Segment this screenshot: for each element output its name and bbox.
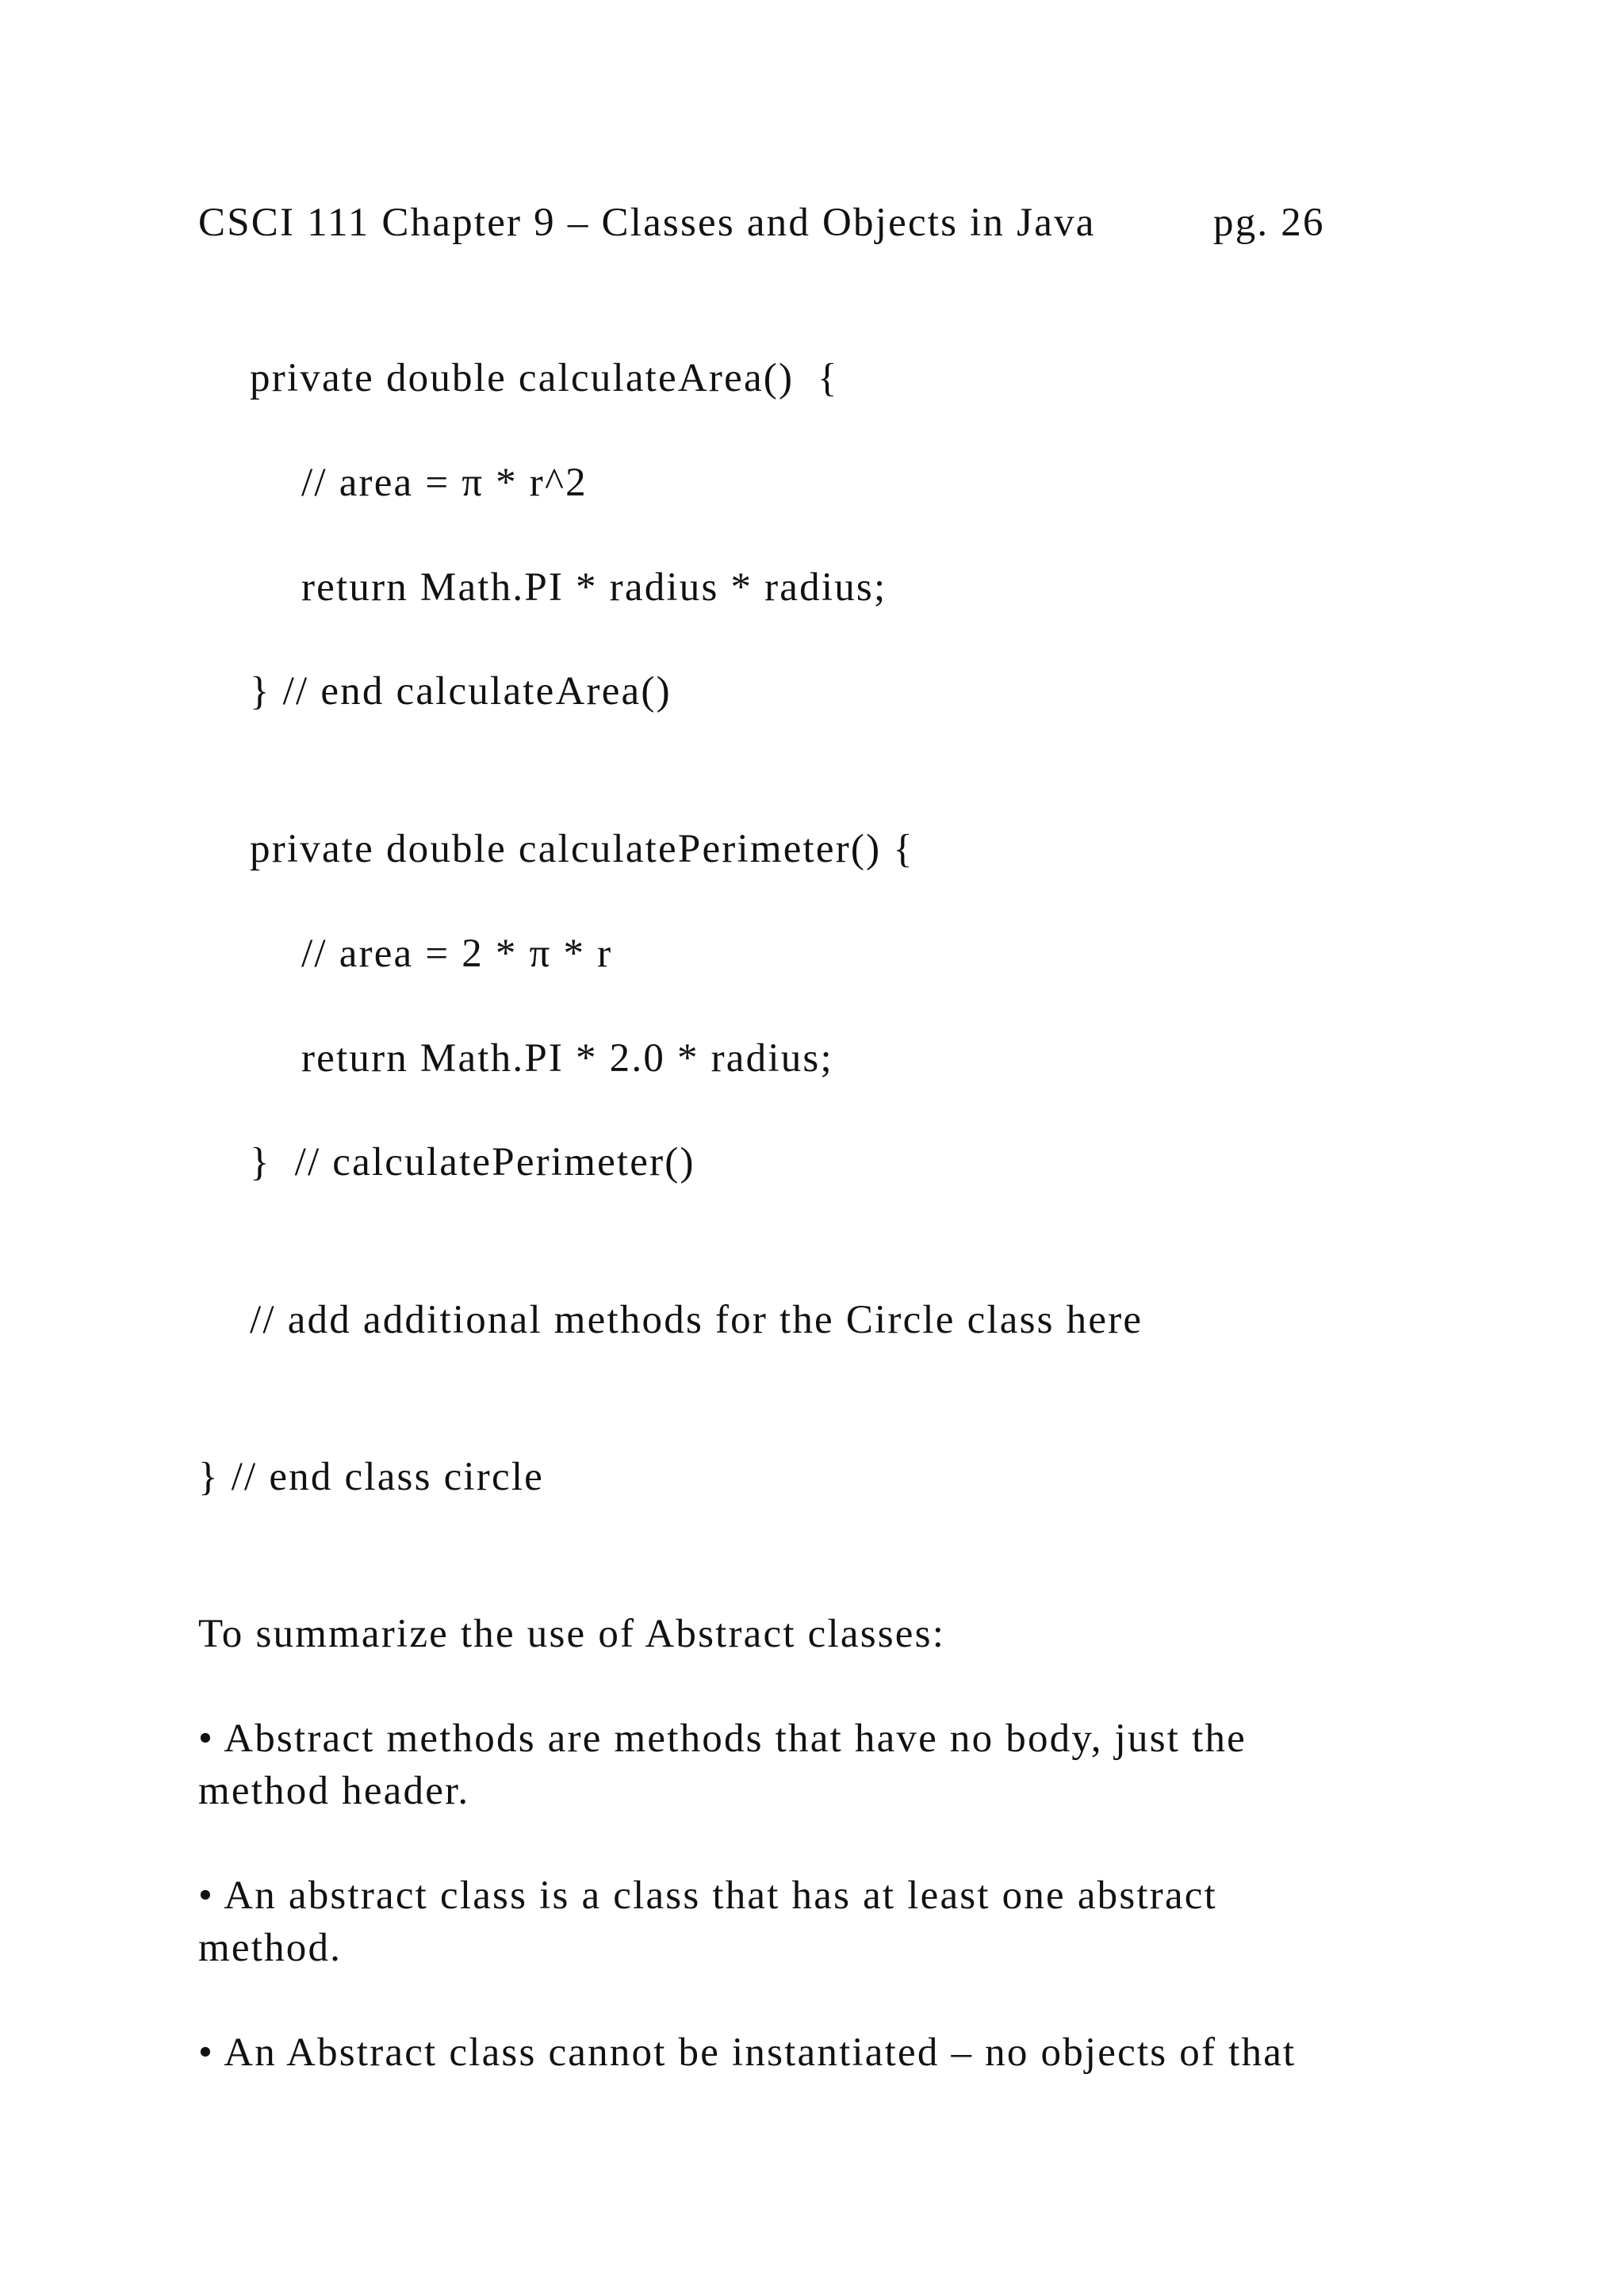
code-area-return: return Math.PI * radius * radius; (301, 565, 887, 610)
summary-bullet-3-line-1: • An Abstract class cannot be instantiated – no objects of that (198, 2030, 1297, 2075)
code-perimeter-comment: // area = 2 * π * r (301, 932, 613, 976)
code-perimeter-method-header: private double calculatePerimeter() { (250, 827, 914, 871)
code-additional-methods-comment: // add additional methods for the Circle class here (250, 1298, 1143, 1342)
code-perimeter-end: } // calculatePerimeter() (250, 1140, 695, 1184)
code-class-end: } // end class circle (198, 1455, 545, 1499)
code-area-comment: // area = π * r^2 (301, 461, 588, 505)
summary-bullet-1-line-2: method header. (198, 1769, 470, 1813)
summary-bullet-1-line-1: • Abstract methods are methods that have no body, just the (198, 1716, 1247, 1761)
page-header-title: CSCI 111 Chapter 9 – Classes and Objects in Java (198, 201, 1096, 245)
summary-heading: To summarize the use of Abstract classes: (198, 1612, 946, 1656)
summary-bullet-2-line-2: method. (198, 1926, 343, 1970)
code-area-method-header: private double calculateArea() { (250, 356, 839, 400)
summary-bullet-2-line-1: • An abstract class is a class that has at least one abstract (198, 1873, 1218, 1918)
code-area-end: } // end calculateArea() (250, 669, 672, 714)
code-perimeter-return: return Math.PI * 2.0 * radius; (301, 1036, 833, 1081)
page-number: pg. 26 (1213, 201, 1325, 245)
